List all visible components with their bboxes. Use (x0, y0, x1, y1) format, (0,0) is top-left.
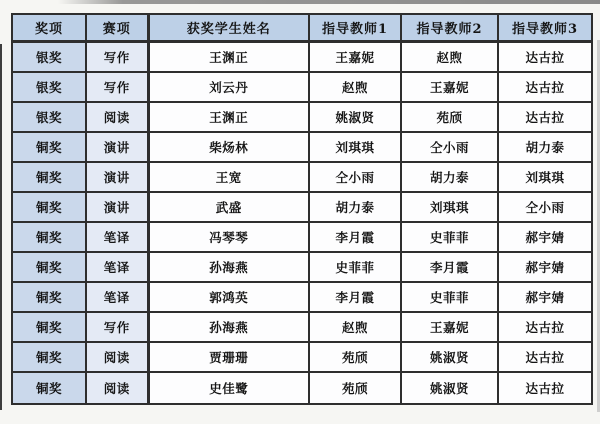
student-name-cell: 王宽 (148, 162, 309, 192)
teacher3-cell: 仝小雨 (498, 192, 592, 222)
teacher3-cell: 达古拉 (498, 342, 592, 372)
teacher2-cell: 姚淑贤 (401, 342, 498, 372)
student-name-cell: 冯琴琴 (148, 222, 309, 252)
teacher3-cell: 郝宇婧 (498, 252, 592, 282)
teacher1-cell: 刘琪琪 (309, 132, 401, 162)
teacher1-cell: 姚淑贤 (309, 102, 401, 132)
event-column-header: 赛项 (86, 14, 148, 42)
table-row (12, 102, 592, 132)
student-name-cell: 王渊正 (148, 102, 309, 132)
teacher1-cell: 赵煦 (309, 312, 401, 342)
event-cell: 演讲 (86, 192, 148, 222)
table-row (12, 72, 592, 102)
teacher2-cell: 胡力泰 (401, 162, 498, 192)
teacher1-cell: 胡力泰 (309, 192, 401, 222)
teacher2-cell: 史菲菲 (401, 282, 498, 312)
table-row (12, 132, 592, 162)
teacher3-cell: 郝宇婧 (498, 282, 592, 312)
teacher3-cell: 达古拉 (498, 372, 592, 404)
teacher3-cell: 达古拉 (498, 312, 592, 342)
student-name-cell: 王渊正 (148, 42, 309, 73)
award-cell: 铜奖 (12, 372, 86, 404)
teacher3-cell: 刘琪琪 (498, 162, 592, 192)
event-cell: 演讲 (86, 162, 148, 192)
photo-edge-left (0, 44, 2, 410)
header-row (12, 14, 592, 42)
teacher2-cell: 李月霞 (401, 252, 498, 282)
event-cell: 笔译 (86, 252, 148, 282)
teacher1-cell: 苑颀 (309, 342, 401, 372)
teacher3-cell: 胡力泰 (498, 132, 592, 162)
award-cell: 铜奖 (12, 222, 86, 252)
table-row (12, 282, 592, 312)
teacher1-cell: 王嘉妮 (309, 42, 401, 73)
teacher2-cell: 仝小雨 (401, 132, 498, 162)
award-cell: 铜奖 (12, 252, 86, 282)
award-cell: 铜奖 (12, 312, 86, 342)
award-cell: 铜奖 (12, 132, 86, 162)
table-row (12, 162, 592, 192)
teacher1-column-header: 指导教师1 (309, 14, 401, 42)
student-name-column-header: 获奖学生姓名 (148, 14, 309, 42)
teacher2-cell: 刘琪琪 (401, 192, 498, 222)
award-cell: 铜奖 (12, 342, 86, 372)
teacher2-cell: 赵煦 (401, 42, 498, 73)
teacher3-column-header: 指导教师3 (498, 14, 592, 42)
student-name-cell: 孙海燕 (148, 252, 309, 282)
award-column-header: 奖项 (12, 14, 86, 42)
table-row (12, 222, 592, 252)
student-name-cell: 柴炀林 (148, 132, 309, 162)
event-cell: 写作 (86, 42, 148, 73)
student-name-cell: 武盛 (148, 192, 309, 222)
table-header (12, 14, 592, 42)
teacher2-column-header: 指导教师2 (401, 14, 498, 42)
table-row (12, 42, 592, 73)
award-cell: 银奖 (12, 42, 86, 73)
teacher2-cell: 史菲菲 (401, 222, 498, 252)
event-cell: 写作 (86, 312, 148, 342)
award-cell: 银奖 (12, 72, 86, 102)
student-name-cell: 史佳鹭 (148, 372, 309, 404)
award-cell: 铜奖 (12, 162, 86, 192)
event-cell: 阅读 (86, 372, 148, 404)
teacher3-cell: 达古拉 (498, 102, 592, 132)
teacher2-cell: 苑颀 (401, 102, 498, 132)
photo-edge-top (58, 0, 600, 4)
table-row (12, 252, 592, 282)
awards-table (11, 13, 593, 405)
award-cell: 铜奖 (12, 282, 86, 312)
table-row (12, 192, 592, 222)
student-name-cell: 郭鸿英 (148, 282, 309, 312)
event-cell: 写作 (86, 72, 148, 102)
student-name-cell: 贾珊珊 (148, 342, 309, 372)
event-cell: 阅读 (86, 102, 148, 132)
teacher1-cell: 仝小雨 (309, 162, 401, 192)
teacher1-cell: 赵煦 (309, 72, 401, 102)
event-cell: 阅读 (86, 342, 148, 372)
student-name-cell: 刘云丹 (148, 72, 309, 102)
teacher2-cell: 姚淑贤 (401, 372, 498, 404)
student-name-cell: 孙海燕 (148, 312, 309, 342)
table-row (12, 342, 592, 372)
award-cell: 银奖 (12, 102, 86, 132)
teacher1-cell: 史菲菲 (309, 252, 401, 282)
table-body (12, 42, 592, 405)
teacher2-cell: 王嘉妮 (401, 72, 498, 102)
table-row (12, 372, 592, 404)
teacher1-cell: 李月霞 (309, 222, 401, 252)
table-row (12, 312, 592, 342)
teacher3-cell: 郝宇婧 (498, 222, 592, 252)
teacher3-cell: 达古拉 (498, 42, 592, 73)
award-cell: 铜奖 (12, 192, 86, 222)
event-cell: 演讲 (86, 132, 148, 162)
teacher3-cell: 达古拉 (498, 72, 592, 102)
event-cell: 笔译 (86, 282, 148, 312)
teacher2-cell: 王嘉妮 (401, 312, 498, 342)
event-cell: 笔译 (86, 222, 148, 252)
teacher1-cell: 李月霞 (309, 282, 401, 312)
teacher1-cell: 苑颀 (309, 372, 401, 404)
